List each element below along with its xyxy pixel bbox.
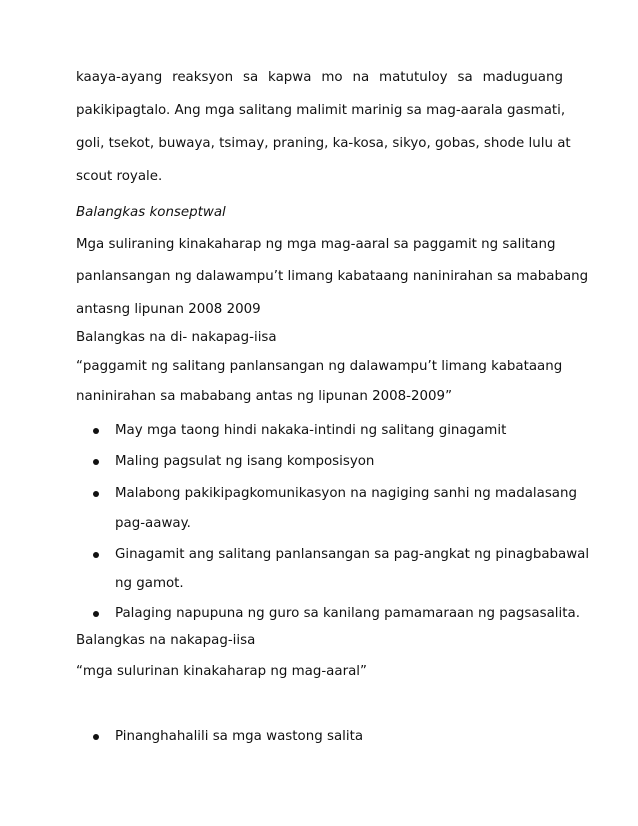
konseptwal-line: panlansangan ng dalawampu’t limang kabataang naninirahan sa mababang — [76, 269, 589, 284]
list-item-continuation: pag-aaway. — [115, 516, 191, 531]
paragraph-line: goli, tsekot, buwaya, tsimay, praning, ka-kosa, sikyo, gobas, shode lulu at — [76, 136, 571, 151]
konseptwal-line: antasng lipunan 2008 2009 — [76, 302, 261, 317]
list-item: Palaging napupuna ng guro sa kanilang pamamaraan ng pagsasalita. — [115, 606, 580, 621]
paragraph-line: scout royale. — [76, 169, 163, 184]
heading-balangkas-konseptwal: Balangkas konseptwal — [76, 205, 226, 220]
list-item: Malabong pakikipagkomunikasyon na nagiging sanhi ng madalasang — [115, 486, 578, 501]
heading-balangkas-di-nakapag-iisa: Balangkas na di- nakapag-iisa — [76, 330, 277, 345]
quote-line: “mga sulurinan kinakaharap ng mag-aaral” — [76, 664, 367, 679]
bullet-icon — [93, 552, 99, 558]
list-item: May mga taong hindi nakaka-intindi ng salitang ginagamit — [115, 423, 507, 438]
bullet-icon — [93, 428, 99, 434]
list-item: Pinanghahalili sa mga wastong salita — [115, 729, 364, 744]
list-item: Ginagamit ang salitang panlansangan sa pag-angkat ng pinagbabawal — [115, 547, 590, 562]
paragraph-line: kaaya-ayang reaksyon sa kapwa mo na matutuloy sa maduguang — [76, 70, 563, 85]
list-item-continuation: ng gamot. — [115, 576, 184, 591]
konseptwal-line: Mga suliraning kinakaharap ng mga mag-aaral sa paggamit ng salitang — [76, 237, 556, 252]
bullet-icon — [93, 459, 99, 465]
list-item: Maling pagsulat ng isang komposisyon — [115, 454, 375, 469]
bullet-icon — [93, 611, 99, 617]
bullet-icon — [93, 734, 99, 740]
quote-line: “paggamit ng salitang panlansangan ng dalawampu’t limang kabataang — [76, 359, 563, 374]
paragraph-line: pakikipagtalo. Ang mga salitang malimit marinig sa mag-aarala gasmati, — [76, 103, 566, 118]
bullet-icon — [93, 491, 99, 497]
quote-line: naninirahan sa mababang antas ng lipunan 2008-2009” — [76, 389, 453, 404]
heading-balangkas-nakapag-iisa: Balangkas na nakapag-iisa — [76, 633, 256, 648]
